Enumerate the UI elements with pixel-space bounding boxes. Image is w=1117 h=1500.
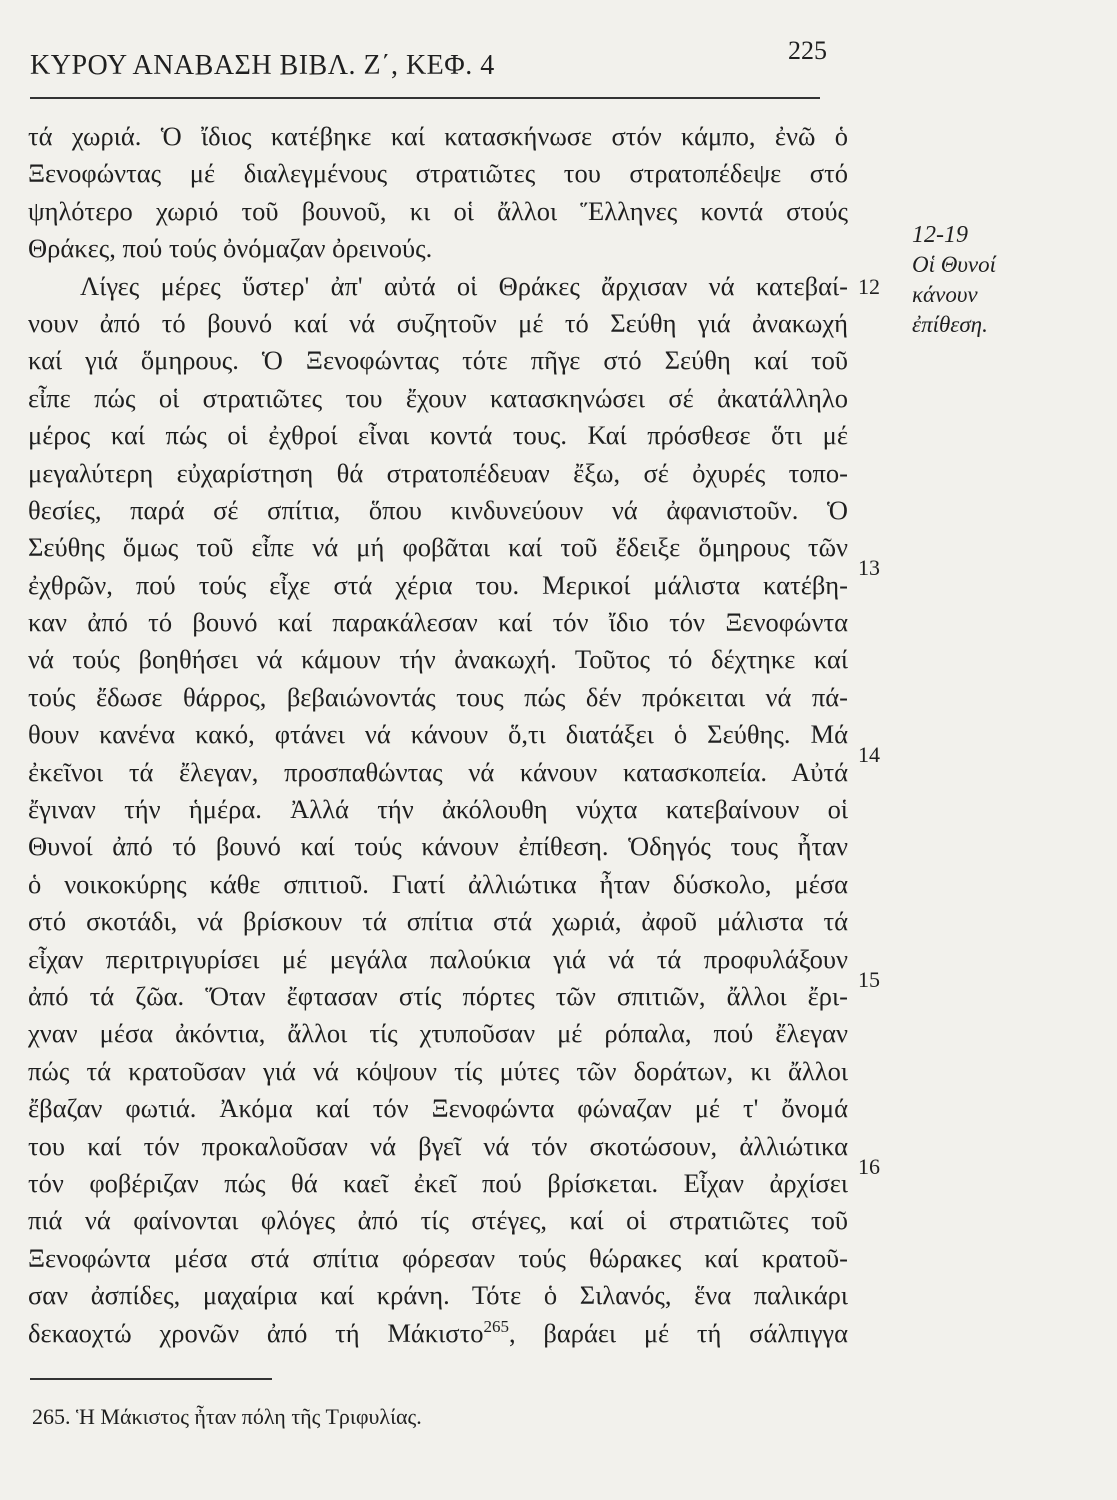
text-line: στό σκοτάδι, νά βρίσκουν τά σπίτια στά χωριά, ἀφοῦ μάλιστα τά bbox=[28, 906, 848, 937]
text-line: Ξενοφώντας μέ διαλεγμένους στρατιῶτες του στρατοπέδεψε στό bbox=[28, 158, 848, 189]
text-line: του καί τόν προκαλοῦσαν νά βγεῖ νά τόν σκοτώσουν, ἀλλιώτικα bbox=[28, 1130, 848, 1161]
text-line: τά χωριά. Ὁ ἴδιος κατέβηκε καί κατασκήνωσε στόν κάμπο, ἐνῶ ὁ bbox=[28, 121, 848, 151]
text-line: Σεύθης ὅμως τοῦ εἶπε νά μή φοβᾶται καί τοῦ ἔδειξε ὅμηρους τῶν bbox=[28, 532, 848, 563]
section-number-15: 15 bbox=[858, 967, 880, 992]
text-line: χναν μέσα ἀκόντια, ἄλλοι τίς χτυποῦσαν μέ ρόπαλα, πού ἔλεγαν bbox=[28, 1018, 848, 1049]
final-line-start: δεκαοχτώ χρονῶν ἀπό τή Μάκιστο bbox=[28, 1317, 484, 1348]
text-line: ὁ νοικοκύρης κάθε σπιτιοῦ. Γιατί ἀλλιώτικα ἦταν δύσκολο, μέσα bbox=[28, 868, 848, 899]
text-line-final bbox=[28, 1315, 848, 1352]
text-line: πιά νά φαίνονται φλόγες ἀπό τίς στέγες, καί οἱ στρατιῶτες τοῦ bbox=[28, 1205, 848, 1236]
footnote: 265. Ἡ Μάκιστος ἦταν πόλη τῆς Τριφυλίας. bbox=[32, 1404, 422, 1429]
text-line: καν ἀπό τό βουνό καί παρακάλεσαν καί τόν ἴδιο τόν Ξενοφώντα bbox=[28, 607, 848, 638]
margin-summary-line: Οἱ Θυνοί bbox=[912, 252, 997, 277]
body-text bbox=[28, 118, 848, 1352]
margin-summary-range: 12-19 bbox=[912, 222, 968, 248]
running-header: ΚΥΡΟΥ ΑΝΑΒΑΣΗ ΒΙΒΛ. Ζ΄, ΚΕΦ. 4 bbox=[30, 50, 495, 81]
header-rule bbox=[30, 97, 820, 99]
text-line: ψηλότερο χωριό τοῦ βουνοῦ, κι οἱ ἄλλοι Ἕλληνες κοντά στούς bbox=[28, 195, 848, 226]
text-line: μέρος καί πώς οἱ ἐχθροί εἶναι κοντά τους. Καί πρόσθεσε ὅτι μέ bbox=[28, 420, 848, 451]
section-number-14: 14 bbox=[858, 742, 880, 767]
text-line: νά τούς βοηθήσει νά κάμουν τήν ἀνακωχή. Τοῦτος τό δέχτηκε καί bbox=[28, 644, 848, 675]
text-line: Ξενοφώντα μέσα στά σπίτια φόρεσαν τούς θώρακες καί κρατοῦ- bbox=[28, 1242, 848, 1273]
text-line: Λίγες μέρες ὕστερ' ἀπ' αὐτά οἱ Θράκες ἄρχισαν νά κατεβαί- bbox=[80, 270, 848, 301]
text-line: Θυνοί ἀπό τό βουνό καί τούς κάνουν ἐπίθεση. Ὁδηγός τους ἦταν bbox=[28, 831, 848, 862]
text-line: θεσίες, παρά σέ σπίτια, ὅπου κινδυνεύουν νά ἀφανιστοῦν. Ὁ bbox=[28, 494, 848, 525]
text-line: θουν κανένα κακό, φτάνει νά κάνουν ὅ,τι διατάξει ὁ Σεύθης. Μά bbox=[28, 719, 848, 750]
section-number-12: 12 bbox=[858, 274, 880, 299]
text-line: τόν φοβέριζαν πώς θά καεῖ ἐκεῖ πού βρίσκεται. Εἶχαν ἀρχίσει bbox=[28, 1167, 848, 1198]
text-line: εἶχαν περιτριγυρίσει μέ μεγάλα παλούκια γιά νά τά προφυλάξουν bbox=[28, 943, 848, 974]
text-line: ἀπό τά ζῶα. Ὅταν ἔφτασαν στίς πόρτες τῶν σπιτιῶν, ἄλλοι ἔρι- bbox=[28, 980, 848, 1011]
text-line: καί γιά ὅμηρους. Ὁ Ξενοφώντας τότε πῆγε στό Σεύθη καί τοῦ bbox=[28, 345, 848, 376]
margin-summary-line: κάνουν bbox=[912, 282, 978, 307]
text-line: τούς ἔδωσε θάρρος, βεβαιώνοντάς τους πώς δέν πρόκειται νά πά- bbox=[28, 681, 848, 712]
text-line: ἔγιναν τήν ἡμέρα. Ἀλλά τήν ἀκόλουθη νύχτα κατεβαίνουν οἱ bbox=[28, 794, 848, 825]
section-number-13: 13 bbox=[858, 555, 880, 580]
text-line: πώς τά κρατοῦσαν γιά νά κόψουν τίς μύτες τῶν δοράτων, κι ἄλλοι bbox=[28, 1055, 848, 1086]
footnote-rule bbox=[30, 1378, 272, 1380]
text-line: ἐχθρῶν, πού τούς εἶχε στά χέρια του. Μερικοί μάλιστα κατέβη- bbox=[28, 569, 848, 600]
text-line: ἔβαζαν φωτιά. Ἀκόμα καί τόν Ξενοφώντα φώναζαν μέ τ' ὄνομά bbox=[28, 1093, 848, 1124]
margin-summary bbox=[912, 220, 996, 340]
text-line: νουν ἀπό τό βουνό καί νά συζητοῦν μέ τό Σεύθη γιά ἀνακωχή bbox=[28, 307, 848, 338]
text-line: ἐκεῖνοι τά ἔλεγαν, προσπαθώντας νά κάνουν κατασκοπεία. Αὐτά bbox=[28, 756, 848, 787]
margin-summary-line: ἐπίθεση. bbox=[912, 312, 988, 337]
page-number: 225 bbox=[788, 36, 827, 65]
text-line: Θράκες, πού τούς ὀνόμαζαν ὀρεινούς. bbox=[28, 233, 433, 264]
final-line-end: , βαράει μέ τή σάλπιγγα bbox=[508, 1317, 848, 1348]
text-line: μεγαλύτερη εὐχαρίστηση θά στρατοπέδευαν ἔξω, σέ ὀχυρές τοπο- bbox=[28, 457, 848, 488]
text-line: σαν ἀσπίδες, μαχαίρια καί κράνη. Τότε ὁ Σιλανός, ἕνα παλικάρι bbox=[28, 1280, 848, 1311]
footnote-reference[interactable]: 265 bbox=[483, 1316, 509, 1336]
text-line: εἶπε πώς οἱ στρατιῶτες του ἔχουν κατασκηνώσει σέ ἀκατάλληλο bbox=[28, 382, 848, 413]
section-number-16: 16 bbox=[858, 1154, 880, 1179]
